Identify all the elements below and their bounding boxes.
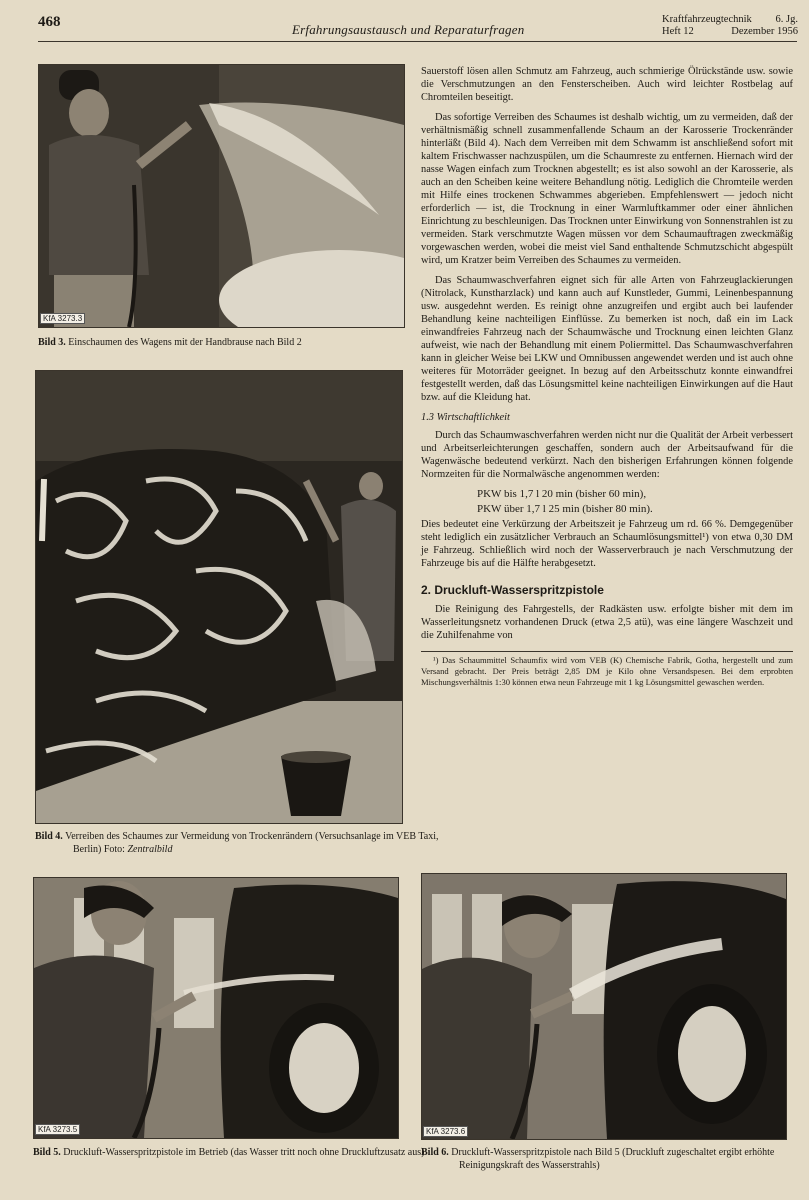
paragraph: Das sofortige Verreiben des Schaumes ist deshalb wichtig, um zu vermeiden, daß der verhältnismäßig schnell zusammenfallende Schaum an der Karosserie Trockenränder hinterläßt (Bild 4). Nach dem Verreiben mit dem Schwamm ist anschließend sofort mit kaltem Frischwasser nachzuspülen, um die Schaumreste zu entfernen. Hiernach wird der nasse Wagen einfach zum Trocknen abgestellt; es ist also sowohl an der Karosserie, als auch an den Scheiben keine weitere Behandlung nötig. Lediglich die Chromteile werden mit Hilfe eines trockenen Schwammes abgerieben. Empfehlenswert — jedoch nicht erforderlich — ist, die Trocknung in einer Warmluftkammer oder einer ähnlichen Einrichtung zu beschleunigen. Das Trocknen unter Einwirkung von Sonnenstrahlen ist zu vermeiden. Stark verschmutzte Wagen müssen vor dem Schaumauftragen zweckmäßig vorgewaschen werden, wobei die meist viel Sand enthaltende Schmutzschicht abgespült wird, um Kratzer beim Verreiben des Schaumes zu vermeiden. xyxy=(421,112,793,266)
photo-foam-spraying-image xyxy=(39,65,404,327)
caption-text: Einschaumen des Wagens mit der Handbrause nach Bild 2 xyxy=(68,337,302,348)
caption-bild-3 xyxy=(38,336,408,349)
issue-date: Dezember 1956 xyxy=(731,26,798,37)
volume: 6. Jg. xyxy=(775,14,798,25)
page-number: 468 xyxy=(38,14,61,30)
running-title: Erfahrungsaustausch und Reparaturfragen xyxy=(292,22,525,37)
caption-text: Druckluft-Wasserspritzpistole nach Bild 5 (Druckluft zugeschaltet ergibt erhöhte Reinigungskraft des Wasserstrahls) xyxy=(451,1147,775,1171)
photo-foam-rubbing-image xyxy=(36,371,402,823)
paragraph: Das Schaumwaschverfahren eignet sich für alle Arten von Fahrzeuglackierungen (Nitrolack, Kunstharzlack) und kann auch auf Kunstleder, Gummi, Leinenbespannung usw. ausgedehnt werden. Es reinigt ohne anzugreifen und ergibt auch bei laufender Behandlung keine nachteiligen Einflüsse. Zu bemerken ist noch, daß ein im Lack einwandfreies Fahrzeug nach der Schaumwäsche und Trocknung einen leichten Glanz aufweist, wie nach der Behandlung mit einem Poliermittel. Das Schaumwaschverfahren kann in gleicher Weise bei LKW und Omnibussen angewendet werden und ist auch ohne weiteres für Motorräder geeignet. In bezug auf den Arbeitsschutz konnte einwandfrei festgestellt werden, daß das Lösungsmittel keine nachteiligen Einwirkungen auf die Haut bzw. auf die Kleidung hat. xyxy=(421,275,793,403)
photo-bild-4 xyxy=(35,370,403,824)
photo-bild-3 xyxy=(38,64,405,328)
plate-number: KfA 3273.6 xyxy=(423,1126,468,1137)
caption-text: Verreiben des Schaumes zur Vermeidung von Trockenrändern (Versuchsanlage im VEB Taxi, Berlin) Foto: xyxy=(65,831,439,855)
caption-text: Druckluft-Wasserspritzpistole im Betrieb (das Wasser tritt noch ohne Druckluftzusatz aus) xyxy=(63,1147,425,1158)
caption-label: Bild 3. xyxy=(38,337,66,348)
photo-spray-gun-image xyxy=(34,878,398,1138)
footnote-text: ¹) Das Schaummittel Schaumfix wird vom VEB (K) Chemische Fabrik, Gotha, hergestellt und zum Versand gebracht. Der Preis beträgt 2,85 DM je Kilo ohne Versandspesen. Bei dem erprobten Mischungsverhältnis 1:30 können etwa neun Fahrzeuge mit 1 kg Lösungsmittel gewaschen werden. xyxy=(421,655,793,687)
photo-bild-5 xyxy=(33,877,399,1139)
header-rule xyxy=(38,41,797,42)
caption-label: Bild 6. xyxy=(421,1147,449,1158)
paragraph: Sauerstoff lösen allen Schmutz am Fahrzeug, auch schmierige Ölrückstände usw. sowie die Verschmutzungen an den Fensterscheiben. Auch wird leichter Rostbelag auf Chromteilen beseitigt. xyxy=(421,66,793,103)
section-heading: 2. Druckluft-Wasserspritzpistole xyxy=(421,583,604,597)
caption-bild-5 xyxy=(33,1146,441,1159)
subsection-heading: 1.3 Wirtschaftlichkeit xyxy=(421,412,510,423)
paragraph: Durch das Schaumwaschverfahren werden nicht nur die Qualität der Arbeit verbessert und Arbeitserleichterungen geschaffen, sondern auch der Arbeitsaufwand für die Wagenwäsche bedeutend verkürzt. Nach den bisherigen Erfahrungen können folgende Normzeiten für die Normalwäsche angenommen werden: xyxy=(421,430,793,480)
caption-bild-6 xyxy=(421,1146,809,1172)
photo-spray-gun-air-image xyxy=(422,874,786,1139)
photo-bild-6 xyxy=(421,873,787,1140)
paragraph: Dies bedeutet eine Verkürzung der Arbeitszeit je Fahrzeug um rd. 66 %. Demgegenüber steht lediglich ein zusätzlicher Verbrauch an Schaumlösungsmittel¹) von etwa 0,30 DM je Fahrzeug. Schließlich wird noch der Wasserverbrauch je nach Verschmutzung der Fahrzeuge bis auf die Hälfte herabgesetzt. xyxy=(421,519,793,569)
plate-number: KfA 3273.5 xyxy=(35,1124,80,1135)
paragraph: Die Reinigung des Fahrgestells, der Radkästen usw. erfolgte bisher mit dem im Wasserleitungsnetz vorhandenen Druck (etwa 2,5 atü), was eine längere Waschzeit und die Zuhilfenahme von xyxy=(421,604,793,641)
article-column xyxy=(421,65,793,688)
plate-number: KfA 3273.3 xyxy=(40,313,85,324)
issue: Heft 12 xyxy=(662,26,694,37)
caption-label: Bild 4. xyxy=(35,831,63,842)
norm-time-formula: PKW über 1,7 l 25 min (bisher 80 min). xyxy=(477,503,653,515)
journal-info xyxy=(662,14,798,38)
caption-label: Bild 5. xyxy=(33,1147,61,1158)
journal-name: Kraftfahrzeugtechnik xyxy=(662,14,752,25)
footnote xyxy=(421,651,793,688)
norm-time-formula: PKW bis 1,7 l 20 min (bisher 60 min), xyxy=(477,488,647,500)
caption-bild-4 xyxy=(35,830,443,856)
photo-credit: Zentralbild xyxy=(127,844,173,855)
